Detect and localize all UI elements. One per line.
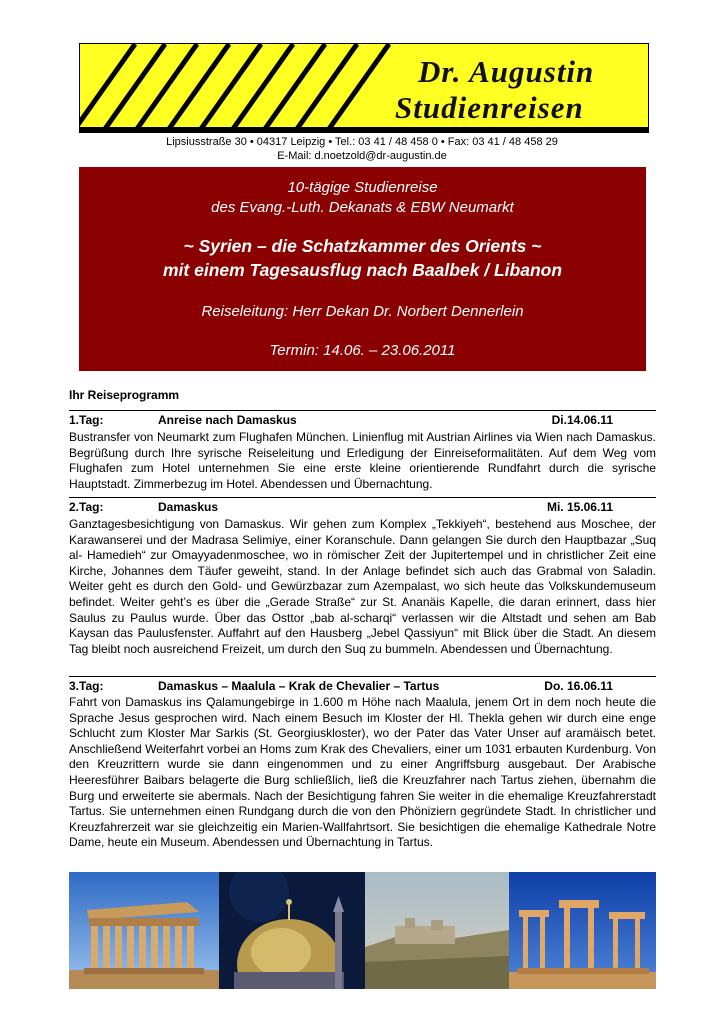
logo-underline (80, 127, 648, 132)
photo-dome-of-mosque (219, 872, 365, 989)
logo-line-1: Dr. Augustin (418, 54, 595, 89)
day-date: Mi. 15.06.11 (546, 500, 613, 514)
day-header (69, 410, 656, 428)
banner-tour-leader: Reiseleitung: Herr Dekan Dr. Norbert Dennerlein (201, 303, 524, 320)
day-number: 2.Tag: (69, 500, 104, 514)
day-number: 3.Tag: (69, 679, 104, 693)
photo-strip (69, 872, 656, 989)
logo-stripes-graphic (80, 44, 410, 132)
day-destination: Damaskus (158, 500, 219, 514)
banner-subtitle-2: des Evang.-Luth. Dekanats & EBW Neumarkt (211, 199, 514, 216)
banner-subtitle-1: 10-tägige Studienreise (287, 179, 438, 196)
day-destination: Damaskus – Maalula – Krak de Chevalier – Tartus (158, 679, 440, 693)
banner-dates: Termin: 14.06. – 23.06.2011 (269, 342, 456, 359)
banner-title-2: mit einem Tagesausflug nach Baalbek / Libanon (162, 260, 563, 280)
day-header (69, 497, 656, 515)
day-description: Bustransfer von Neumarkt zum Flughafen München. Linienflug mit Austrian Airlines via Wien nach Damaskus. Begrüßung durch Ihre syrische Reiseleitung und Erledigung der Einreiseformalitäten. Auf dem Weg vom Flughafen zum Hotel unternehmen Sie eine erste kleine orientierende Rundfahrt durch die syrische Hauptstadt. Zimmerbezug im Hotel. Abendessen und Übernachtung. (69, 430, 656, 491)
program-heading: Ihr Reiseprogramm (69, 388, 180, 402)
photo-palmyra-tetrapylon (509, 872, 656, 989)
day-description: Fahrt von Damaskus ins Qalamungebirge in 1.600 m Höhe nach Maalula, jenem Ort in dem noch heute die Sprache Jesus gesprochen wird. Nach einem Besuch im Kloster der Hl. Thekla gehen wir durch eine enge Schlucht zum Kloster Mar Sarkis (St. Georgiuskloster), wo der Pater das Vater Unser auf aramäisch betet. Anschließend Weiterfahrt vorbei an Homs zum Krak des Chevaliers, einer um 1031 erbauten Kurdenburg. Von den Kreuzrittern wurde sie dann eingenommen und zu einer Angriffsburg ausgebaut. Der Arabische Heeresführer Baibars belagerte die Burg schließlich, ließ die Kreuzfahrer nach Tartus ziehen, übernahm die Burg und erweiterte sie abermals. Nach der Besichtigung fahren Sie weiter in die ehemalige Kreuzfahrerstadt Tartus. Sie unternehmen einen Rundgang durch die von den Phöniziern gegründete Stadt. In christlicher und Kreuzfahrerzeit war sie gleichzeitig ein Marien-Wallfahrtsort. Sie besichtigen die ehemalige Kathedrale Notre Dame, heute ein Museum. Abendessen und Übernachtung in Tartus. (69, 695, 656, 850)
logo-line-2: Studienreisen (395, 90, 584, 125)
day-number: 1.Tag: (69, 413, 104, 427)
day-destination: Anreise nach Damaskus (158, 413, 297, 427)
company-logo (79, 43, 649, 133)
photo-krak-des-chevaliers (365, 872, 509, 989)
trip-banner (79, 167, 646, 371)
day-description: Ganztagesbesichtigung von Damaskus. Wir gehen zum Komplex „Tekkiyeh“, bestehend aus Moschee, der Karawanserei und der Madrasa Selimiye, einer Koranschule. Dann gelangen Sie durch den Hauptbazar „Suq al- Hamedieh“ zur Omayyadenmoschee, wo in römischer Zeit der Jupitertempel und in christlicher Zeit eine Kirche, Johannes dem Täufer geweiht, stand. In der Anlage befindet sich auch das Grabmal von Saladin. Weiter geht es durch den Gold- und Gewürzbazar zum Azempalast, wo sich heute das Volkskundemuseum befindet. Weiter geht’s es über die „Gerade Straße“ zur St. Ananäis Kapelle, die daran erinnert, dass hier Saulus zu Paulus wurde. Über das Osttor „bab al-scharqi“ verlassen wir die Altstadt und sehen am Bab Kaysan das Paulusfenster. Auffahrt auf den Hausberg „Jebel Qassiyun“ mit Blick über die Stadt. An diesem Tag bleibt noch ausreichend Freizeit, um durch den Suq zu bummeln. Abendessen und Übernachtung. (69, 517, 656, 656)
photo-baalbek-temple (69, 872, 219, 989)
address-line: Lipsiusstraße 30 • 04317 Leipzig • Tel.: 03 41 / 48 458 0 • Fax: 03 41 / 48 458 29 (166, 136, 558, 148)
email-line: E-Mail: d.noetzold@dr-augustin.de (277, 150, 447, 162)
day-date: Do. 16.06.11 (544, 679, 613, 693)
day-header (69, 676, 656, 694)
day-date: Di.14.06.11 (551, 413, 613, 427)
banner-title-1: ~ Syrien – die Schatzkammer des Orients ~ (183, 236, 542, 256)
